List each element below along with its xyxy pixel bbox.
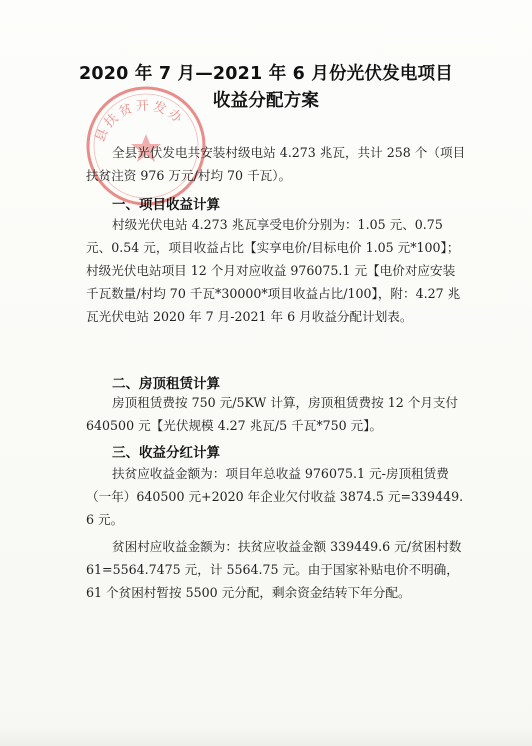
svg-text:县扶贫开发办: 县扶贫开发办 [92, 98, 188, 145]
intro-paragraph: 全县光伏发电共安装村级电站 4.273 兆瓦，共计 258 个（项目扶贫注资 976 万元/村均 70 千瓦）。 [86, 145, 466, 183]
section1-heading: 一、项目收益计算 [112, 197, 220, 213]
section3-paragraph2: 贫困村应收益金额为：扶贫应收益金额 339449.6 元/贫困村数 61=5564.7475 元，计 5564.75 元。由于国家补贴电价不明确，61 个贫困村暂按 5500 元分配，剩余资金结转下年分配。 [86, 539, 466, 600]
section1-paragraph: 村级光伏电站 4.273 兆瓦享受电价分别为：1.05 元、0.75 元、0.54 元，项目收益占比【实享电价/目标电价 1.05 元*100】；村级光伏电站项目 12 个月对应收益 976075.1 元【电价对应安装千瓦数量/村均 70 千瓦*30000*项目收益占比/100】，附：4.27 兆瓦光伏电站 2020 年 7 月-2021 年 6 月收益分配计划表。 [86, 217, 461, 324]
section2-paragraph: 房顶租赁费按 750 元/5KW 计算，房顶租赁费按 12 个月支付 640500 元【光伏规模 4.27 兆瓦/5 千瓦*750 元】。 [86, 395, 463, 433]
section3-heading: 三、收益分红计算 [112, 445, 220, 461]
document-title-line1: 2020 年 7 月—2021 年 6 月份光伏发电项目 [79, 64, 453, 84]
document-title-line2: 收益分配方案 [212, 91, 320, 111]
page-edge-shadow [0, 726, 532, 746]
section2-heading: 二、房顶租赁计算 [112, 376, 220, 392]
section3-paragraph1: 扶贫应收益金额为：项目年总收益 976075.1 元-房顶租赁费（一年）640500 元+2020 年企业欠付收益 3874.5 元=339449.6 元。 [86, 466, 464, 527]
